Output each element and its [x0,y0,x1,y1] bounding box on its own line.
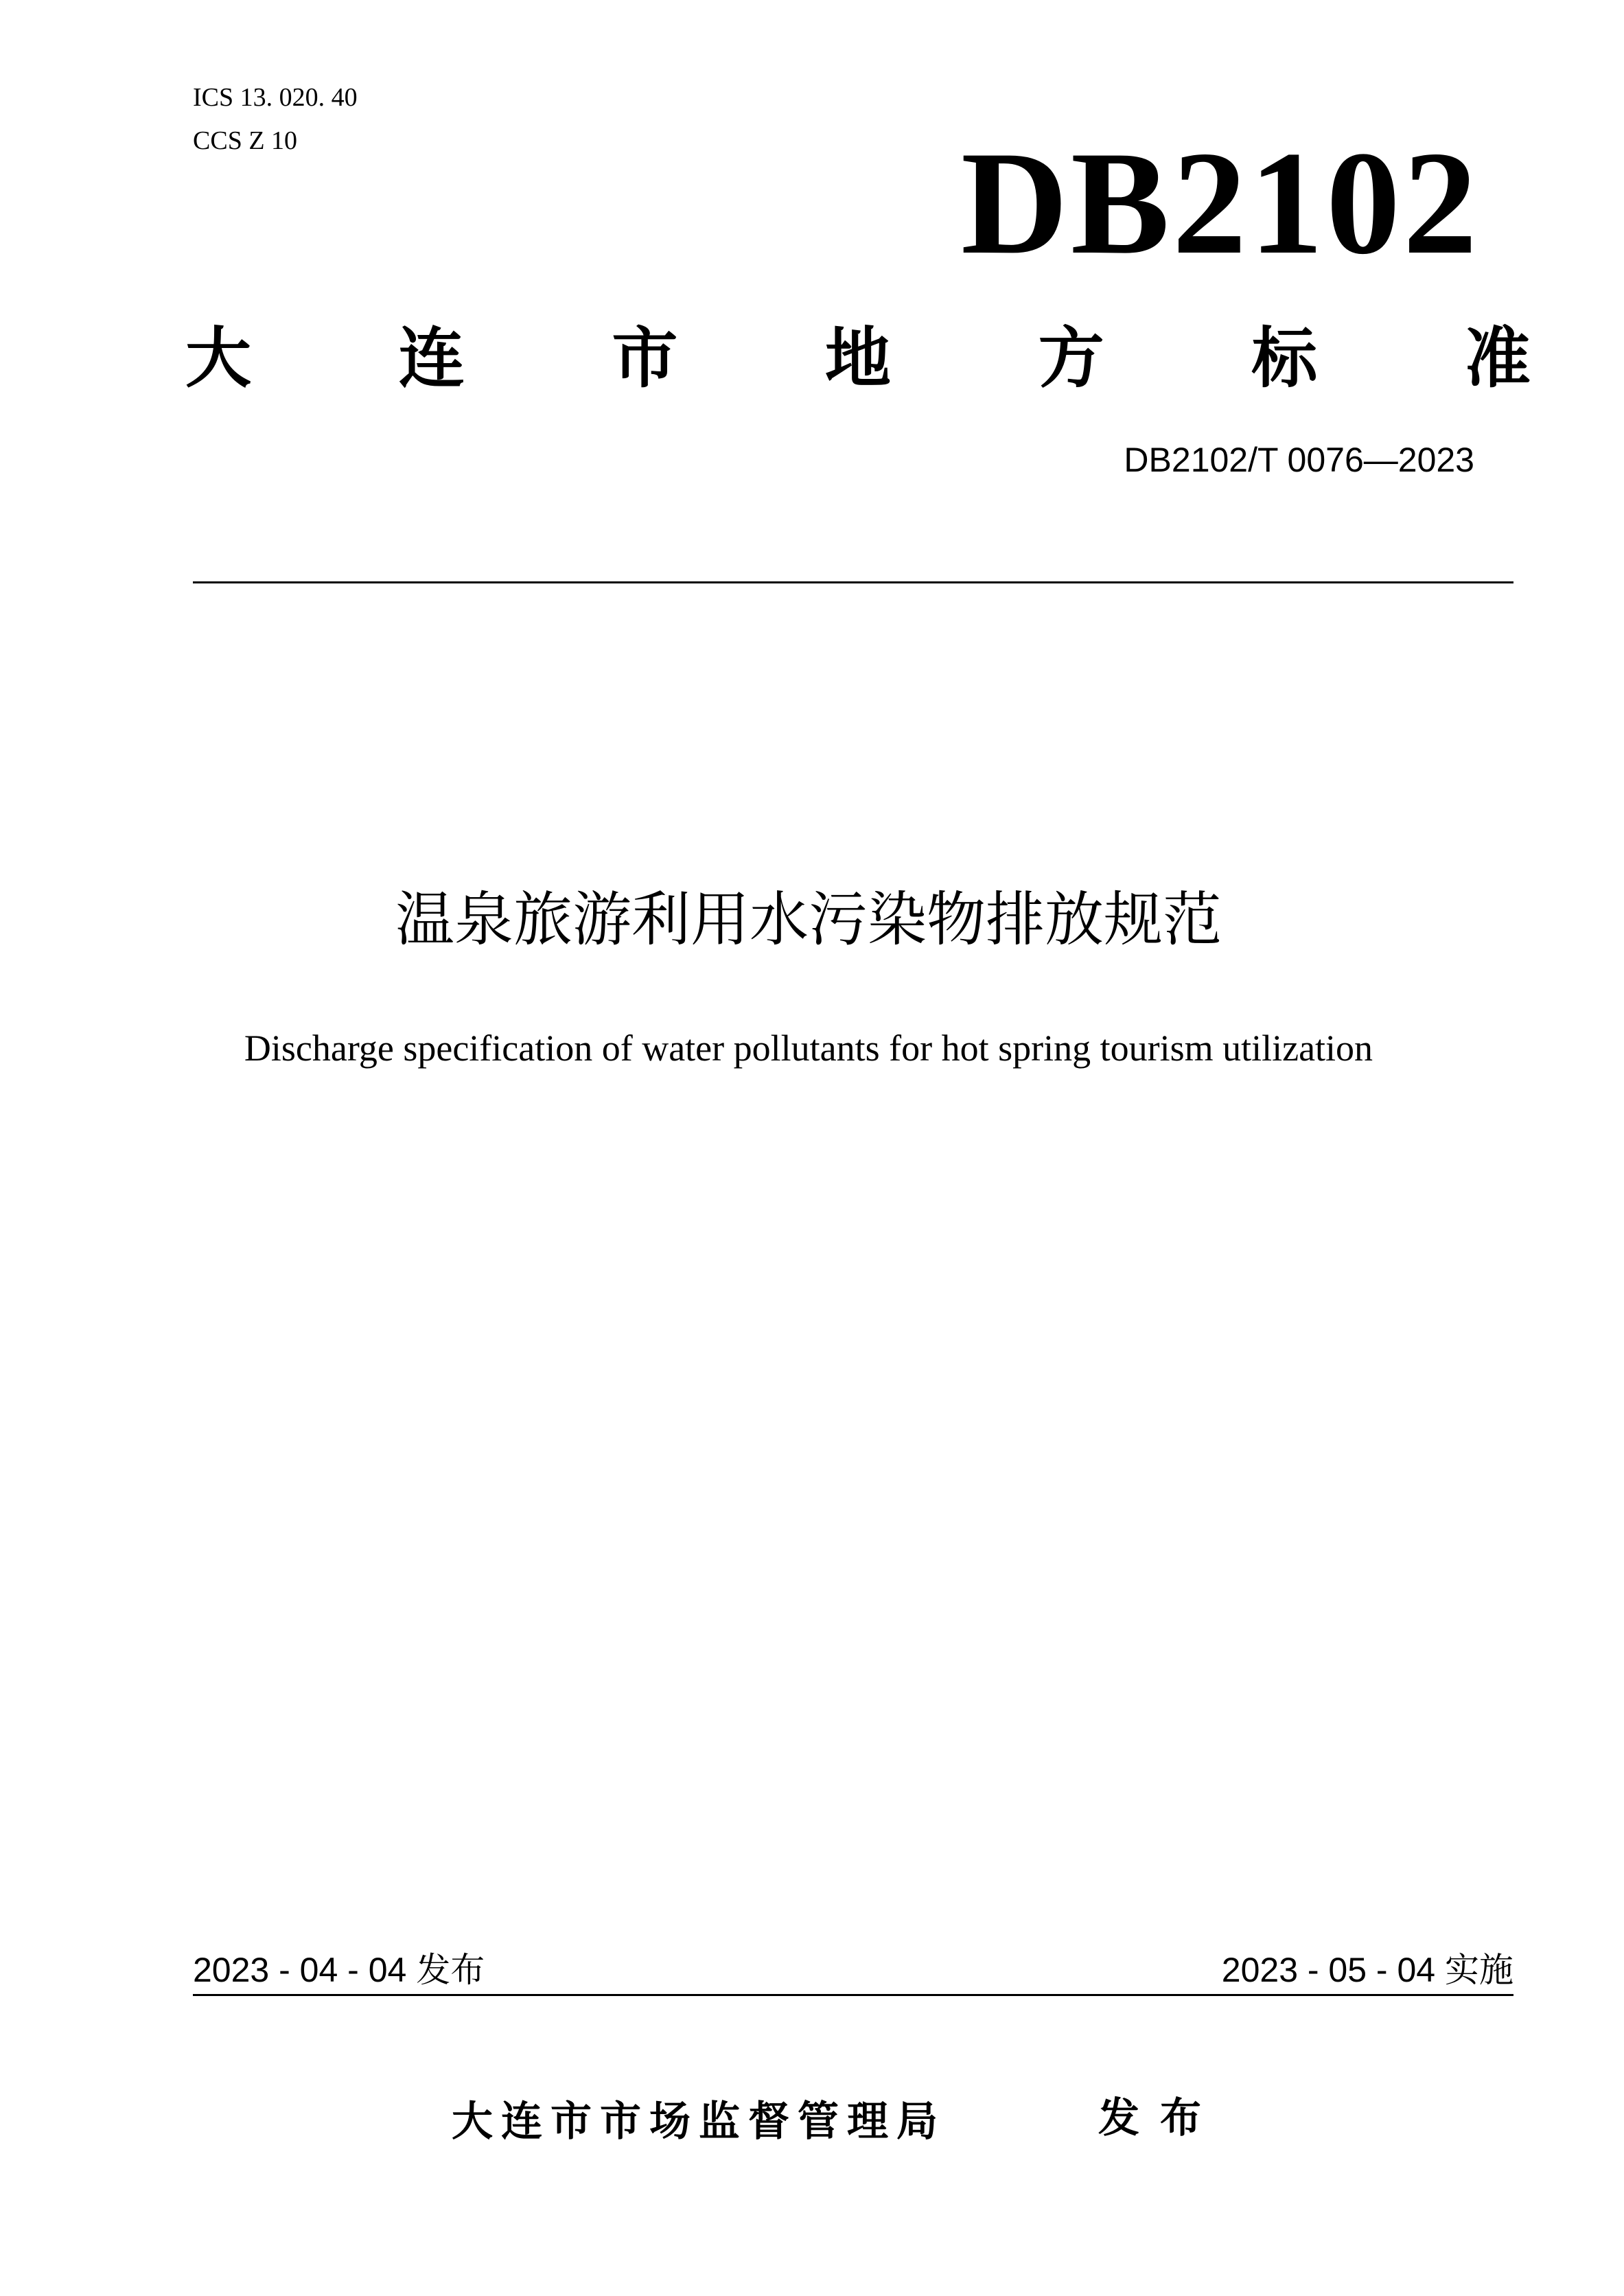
standard-type-char: 连 [398,320,465,397]
publisher-name: 大连市市场监督管理局 [452,2098,946,2146]
ccs-code: CCS Z 10 [193,126,298,155]
standard-type-char: 大 [185,320,251,397]
issue-date: 2023 - 04 - 04 发布 [193,1951,485,1989]
standard-code: DB2102 [960,121,1480,285]
standard-type-char: 准 [1464,320,1531,397]
ics-code: ICS 13. 020. 40 [193,83,358,112]
implementation-date: 2023 - 05 - 04 实施 [1221,1951,1513,1989]
standard-type-char: 地 [824,320,891,397]
document-title-english: Discharge specification of water pollutants for hot spring tourism utilization [244,1028,1373,1069]
standard-type-char: 方 [1038,320,1104,397]
publish-label: 发布 [1098,2094,1222,2142]
standard-number: DB2102/T 0076—2023 [1124,441,1474,479]
header-divider [193,581,1513,583]
document-title-chinese: 温泉旅游利用水污染物排放规范 [395,885,1222,954]
footer-divider [193,1994,1513,1996]
standard-type-char: 标 [1251,320,1318,397]
standard-type-char: 市 [612,320,678,397]
standard-type-heading [185,317,1531,399]
